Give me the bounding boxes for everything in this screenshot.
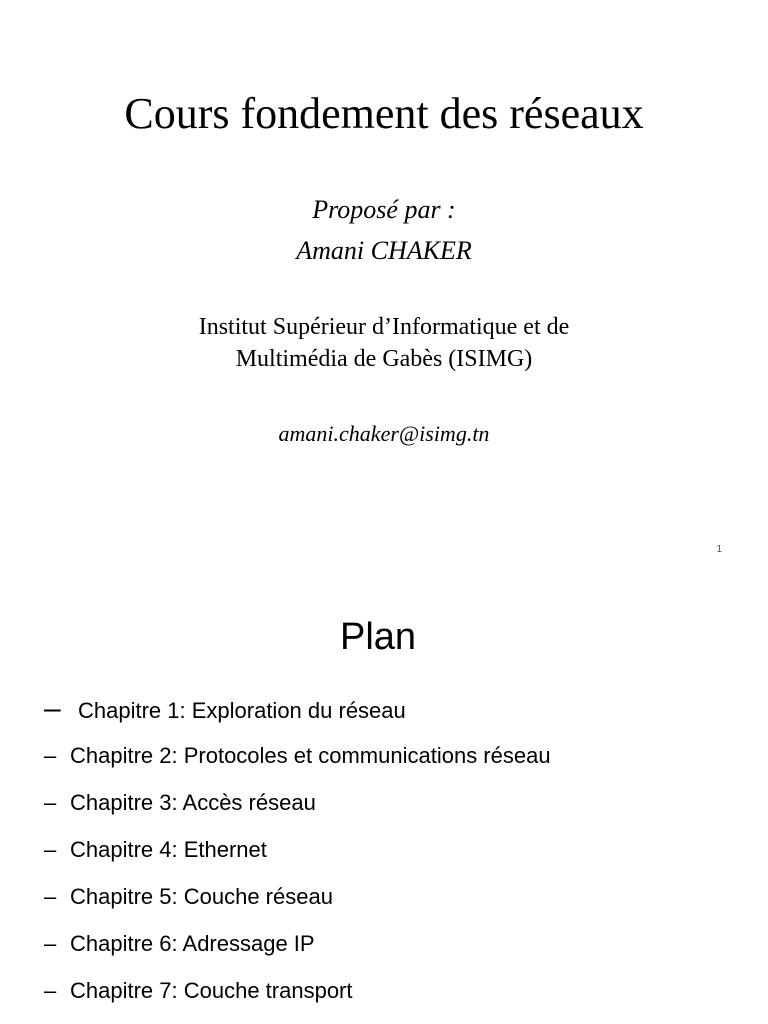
author-name: Amani CHAKER (296, 236, 472, 265)
chapter-label: Chapitre 4: Ethernet (70, 837, 267, 862)
chapter-item (44, 976, 551, 1023)
chapter-label: Chapitre 2: Protocoles et communications réseau (70, 743, 551, 768)
bullet-dash: – (44, 743, 57, 768)
chapter-item (44, 882, 551, 929)
institute-line-2: Multimédia de Gabès (ISIMG) (235, 346, 533, 372)
bullet-dash: – (44, 692, 61, 725)
chapter-item (44, 835, 551, 882)
chapter-label: Chapitre 7: Couche transport (70, 978, 353, 1003)
chapter-list (44, 694, 551, 1023)
plan-title: Plan (339, 616, 417, 658)
author-email: amani.chaker@isimg.tn (278, 421, 490, 446)
bullet-dash: – (44, 837, 57, 862)
author-label: Proposé par : (312, 195, 456, 224)
institute-line-1: Institut Supérieur d’Informatique et de (198, 314, 570, 340)
chapter-label: Chapitre 3: Accès réseau (70, 790, 316, 815)
chapter-label: Chapitre 6: Adressage IP (70, 931, 315, 956)
chapter-label: Chapitre 5: Couche réseau (70, 884, 333, 909)
page-number: 1 (716, 544, 722, 555)
course-title: Cours fondement des réseaux (124, 89, 644, 138)
bullet-dash: – (44, 978, 57, 1003)
plan-slide (0, 560, 768, 1024)
bullet-dash: – (44, 884, 57, 909)
chapter-item (44, 929, 551, 976)
institute-name (0, 311, 768, 375)
chapter-label: Chapitre 1: Exploration du réseau (78, 698, 406, 723)
chapter-item (44, 788, 551, 835)
chapter-item (44, 694, 551, 741)
bullet-dash: – (44, 931, 57, 956)
bullet-dash: – (44, 790, 57, 815)
chapter-item (44, 741, 551, 788)
